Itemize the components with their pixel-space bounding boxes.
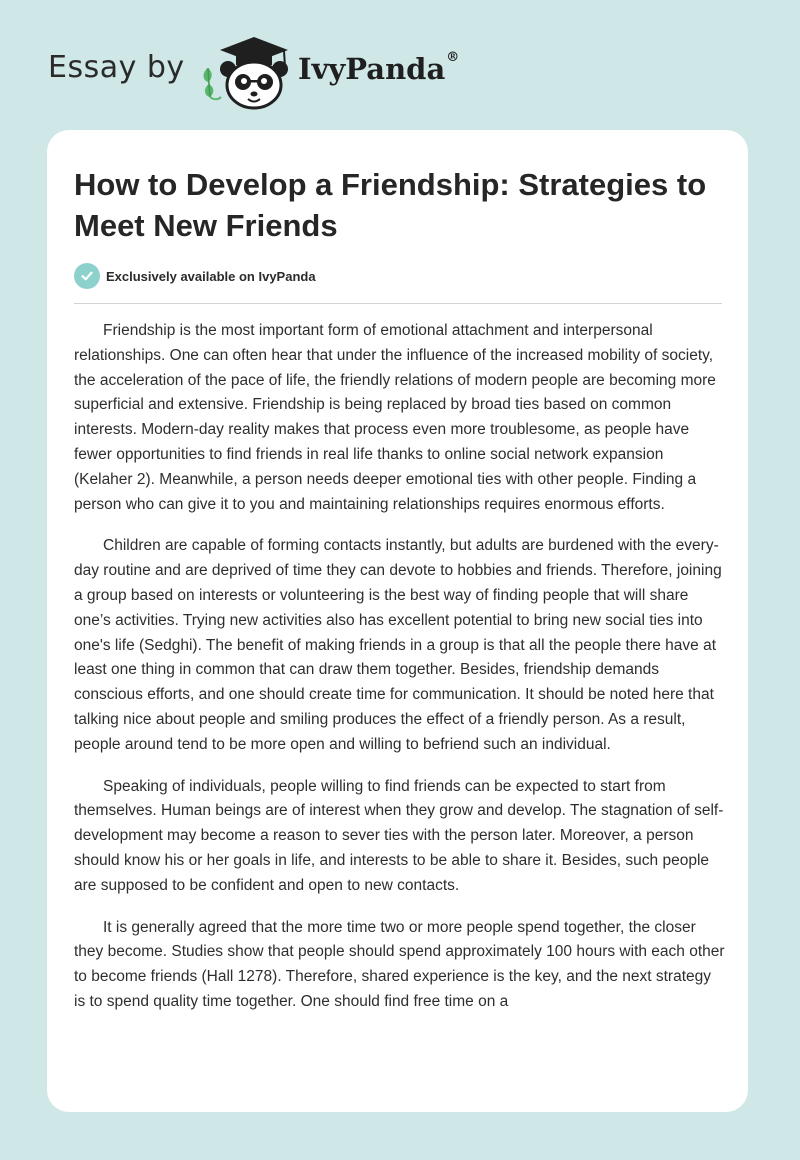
exclusive-badge xyxy=(74,263,316,289)
registered-mark: ® xyxy=(446,50,460,65)
essay-card xyxy=(47,130,748,1112)
brand-name-label: IvyPanda xyxy=(298,52,446,86)
essay-title: How to Develop a Friendship: Strategies to Meet New Friends xyxy=(74,167,707,243)
essay-paragraph: Speaking of individuals, people willing to find friends can be expected to start from themselves. Human beings are of interest when they grow and develop. The stagnation of self-development may become a reason to sever ties with the person later. Moreover, a person should know his or her goals in life, and interests to be able to share it. Besides, such people are supposed to be confident and open to new contacts. xyxy=(74,777,724,894)
essay-paragraph: Friendship is the most important form of emotional attachment and interpersonal relationships. One can often hear that under the influence of the increased mobility of society, the acceleration of the pace of life, the friendly relations of modern people are becoming more superficial and extensive. Friendship is being replaced by broad ties based on common interests. Modern-day reality makes that process even more troublesome, as people have fewer opportunities to find friends in real life thanks to online social network expansion (Kelaher 2). Meanwhile, a person needs deeper emotional ties with other people. Finding a person who can give it to you and maintaining relationships requires enormous efforts. xyxy=(74,322,716,513)
check-circle-icon xyxy=(74,263,100,289)
brand-name-text xyxy=(298,52,459,86)
essay-paragraph: Children are capable of forming contacts instantly, but adults are burdened with the every-day routine and are deprived of time they can devote to hobbies and friends. Therefore, joining a group based on interests or volunteering is the best way of finding people that will share one’s activities. Trying new activities also has excellent potential to bring new social ties into one's life (Sedghi). The benefit of making friends in a group is that all the people there have at least one thing in common that can draw them together. Besides, friendship demands conscious efforts, and one should create time for communication. It should be noted here that talking nice about people and smiling produces the effect of a friendly person. As a result, people around tend to be more open and willing to befriend such an individual. xyxy=(74,537,722,753)
essay-paragraph: It is generally agreed that the more time two or more people spend together, the closer they become. Studies show that people should spend approximately 100 hours with each other to become friends (Hall 1278). Therefore, shared experience is the key, and the next strategy is to spend quality time together. One should find free time on a xyxy=(74,918,725,1010)
panda-graduate-logo-icon xyxy=(200,34,292,110)
essay-body xyxy=(74,319,726,1032)
site-header-brand[interactable] xyxy=(48,30,508,110)
brand-prefix-text: Essay by xyxy=(48,50,185,85)
exclusive-badge-label: Exclusively available on IvyPanda xyxy=(106,268,316,284)
title-divider xyxy=(74,303,722,304)
